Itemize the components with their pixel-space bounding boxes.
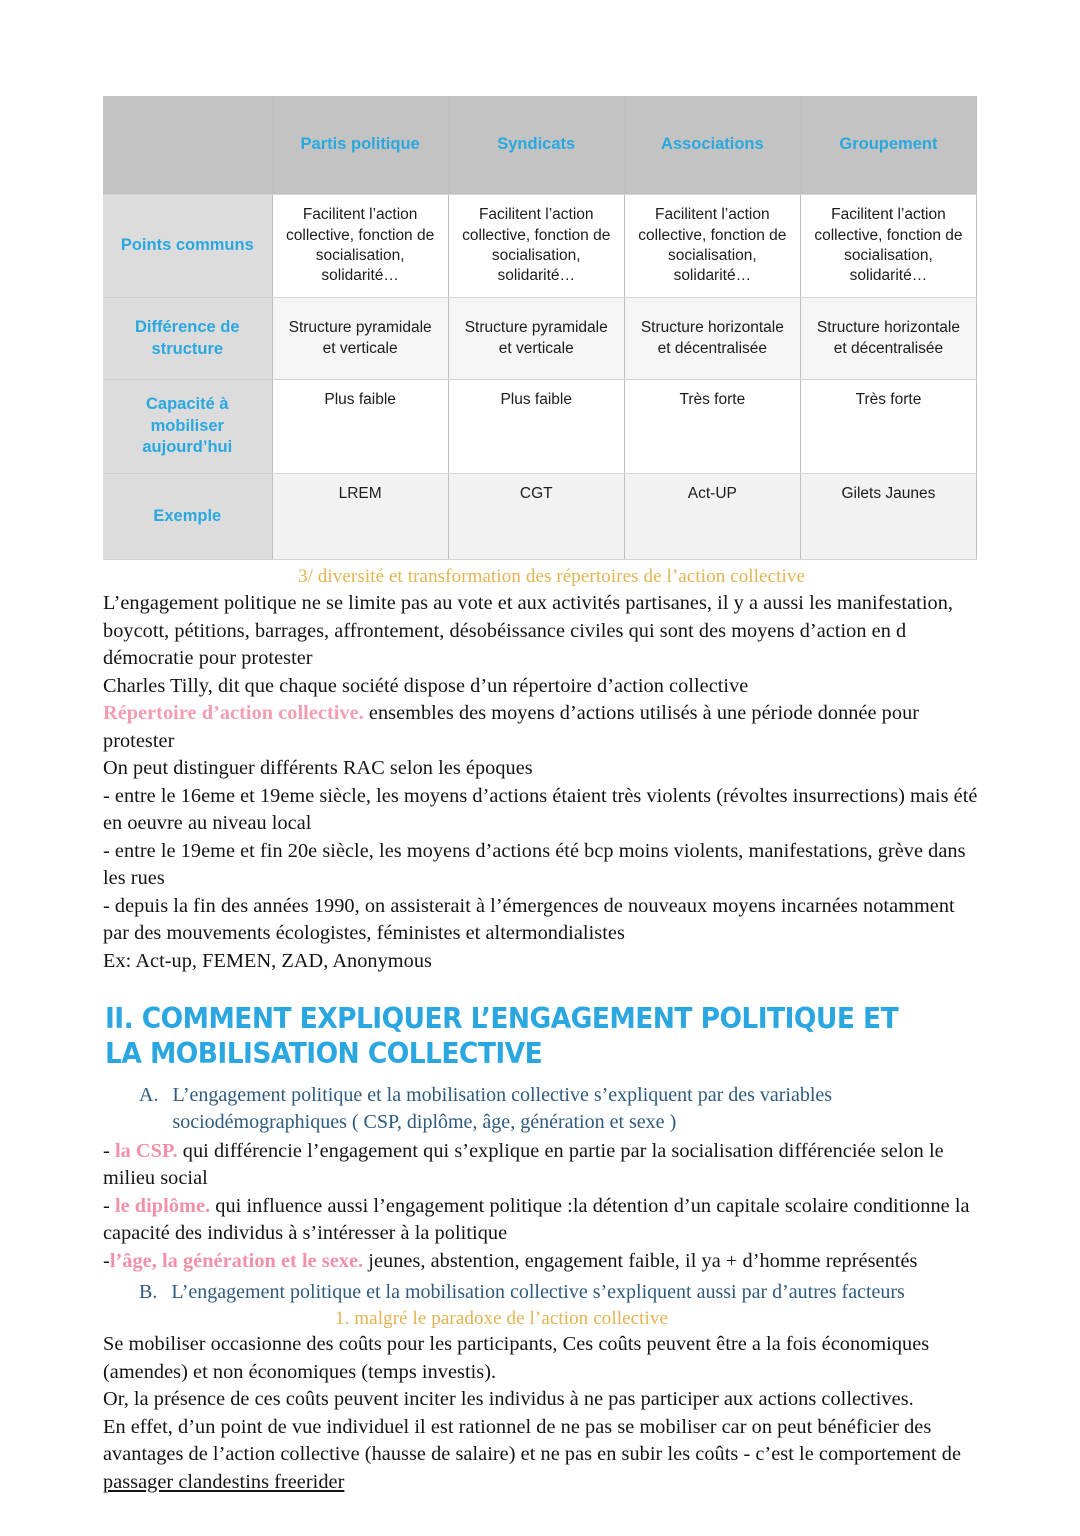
table-cell: Très forte xyxy=(624,380,800,474)
table-cell: CGT xyxy=(448,474,624,560)
definition-repertoire-action-collective xyxy=(103,700,980,755)
table-cell: Très forte xyxy=(800,380,976,474)
definition-term: Répertoire d’action collective. xyxy=(103,702,364,724)
row-label-exemple: Exemple xyxy=(103,474,272,560)
variable-csp-text: qui différencie l’engagement qui s’explique en partie par la socialisation différenciée selon le milieu social xyxy=(103,1139,944,1190)
paragraph-charles-tilly: Charles Tilly, dit que chaque société dispose d’un répertoire d’action collective xyxy=(103,674,749,697)
table-cell: Facilitent l’action collective, fonction de socialisation, solidarité… xyxy=(624,195,800,298)
table-header-row xyxy=(103,96,977,195)
table-cell: Plus faible xyxy=(272,380,448,474)
heading-section-3: 3/ diversité et transformation des répertoires de l’action collective xyxy=(297,566,806,587)
comparison-table xyxy=(103,96,977,560)
row-label-points-communs: Points communs xyxy=(103,195,272,298)
variable-csp-term: la CSP. xyxy=(114,1139,178,1162)
paragraph-couts-mobilisation: Se mobiliser occasionne des coûts pour les participants, Ces coûts peuvent être a la fois économiques (amendes) et non économiques (temps investis). xyxy=(103,1333,930,1383)
variable-age-text: jeunes, abstention, engagement faible, il ya + d’homme représentés xyxy=(363,1249,918,1272)
table-cell: Plus faible xyxy=(448,380,624,474)
variable-age-generation-sexe: -l’âge, la génération et le sexe. jeunes, abstention, engagement faible, il ya + d’homme représentés xyxy=(103,1249,918,1272)
table-row xyxy=(103,474,977,560)
table-body xyxy=(103,195,977,560)
definition-text: ensembles des moyens d’actions utilisés à une période donnée pour protester xyxy=(103,702,920,752)
column-header-associations: Associations xyxy=(624,96,800,195)
subheading-a xyxy=(103,1082,980,1136)
table-row xyxy=(103,380,977,474)
bullet-16eme-19eme: - entre le 16eme et 19eme siècle, les moyens d’actions étaient très violents (révoltes insurrections) mais été en oeuvre au niveau local xyxy=(103,784,978,834)
bullet-depuis-1990: - depuis la fin des années 1990, on assisterait à l’émergences de nouveaux moyens incarnées notamment par des mouvements écologistes, féministes et altermondialistes xyxy=(103,894,955,944)
paragraph-passager-clandestin-text: En effet, d’un point de vue individuel il est rationnel de ne pas se mobiliser car on peut bénéficier des avantages de l’action collective (hausse de salaire) et ne pas en subir les coûts - c’est le comportement de xyxy=(103,1415,961,1466)
paragraph-passager-clandestin xyxy=(103,1414,980,1497)
table-cell: Structure horizontale et décentralisée xyxy=(624,298,800,380)
variable-diplome-term: le diplôme. xyxy=(114,1194,211,1217)
subheading-a-text: L’engagement politique et la mobilisation collective s’expliquent par des variables sociodémographiques ( CSP, diplôme, âge, génération et sexe ) xyxy=(172,1083,833,1133)
column-header-groupement: Groupement xyxy=(800,96,976,195)
table-cell: Act-UP xyxy=(624,474,800,560)
table-cell: Facilitent l’action collective, fonction de socialisation, solidarité… xyxy=(800,195,976,298)
variable-diplome-text: qui influence aussi l’engagement politique :la détention d’un capitale scolaire conditionne la capacité des individus à s’intéresser à la politique xyxy=(103,1194,970,1245)
table-cell: Structure pyramidale et verticale xyxy=(272,298,448,380)
variable-diplome: - le diplôme. qui influence aussi l’engagement politique :la détention d’un capitale scolaire conditionne la capacité des individus à s’intéresser à la politique xyxy=(103,1194,970,1245)
table-cell: Structure horizontale et décentralisée xyxy=(800,298,976,380)
term-passager-clandestin: passager clandestins freerider xyxy=(103,1470,345,1493)
row-label-capacite-a-mobiliser: Capacité à mobiliser aujourd’hui xyxy=(103,380,272,474)
subheading-b xyxy=(103,1279,980,1306)
table-corner-cell xyxy=(103,96,272,195)
table-cell: LREM xyxy=(272,474,448,560)
table-cell: Gilets Jaunes xyxy=(800,474,976,560)
subheading-a-marker: A. xyxy=(139,1083,159,1106)
bullet-19eme-20e: - entre le 19eme et fin 20e siècle, les moyens d’actions été bcp moins violents, manifestations, grève dans les rues xyxy=(103,839,966,889)
table-cell: Facilitent l’action collective, fonction de socialisation, solidarité… xyxy=(272,195,448,298)
row-label-difference-de-structure: Différence de structure xyxy=(103,298,272,380)
subheading-b-marker: B. xyxy=(139,1281,158,1304)
variable-age-term: l’âge, la génération et le sexe. xyxy=(109,1249,364,1272)
table-row xyxy=(103,298,977,380)
paragraph-rac-epoques: On peut distinguer différents RAC selon les époques xyxy=(103,757,533,779)
heading-subsection-b-1: 1. malgré le paradoxe de l’action collective xyxy=(335,1308,669,1330)
variable-csp: - la CSP. qui différencie l’engagement qui s’explique en partie par la socialisation différenciée selon le milieu social xyxy=(103,1139,944,1190)
table-header xyxy=(103,96,977,195)
table-cell: Structure pyramidale et verticale xyxy=(448,298,624,380)
paragraph-presence-couts: Or, la présence de ces coûts peuvent inciter les individus à ne pas participer aux actions collectives. xyxy=(103,1388,914,1411)
heading-section-2: II. COMMENT EXPLIQUER L’ENGAGEMENT POLITIQUE ET LA MOBILISATION COLLECTIVE xyxy=(105,1002,899,1070)
column-header-syndicats: Syndicats xyxy=(448,96,624,195)
column-header-partis-politique: Partis politique xyxy=(272,96,448,195)
table-cell: Facilitent l’action collective, fonction de socialisation, solidarité… xyxy=(448,195,624,298)
table-row xyxy=(103,195,977,298)
paragraph-examples-mouvements: Ex: Act-up, FEMEN, ZAD, Anonymous xyxy=(103,949,432,972)
paragraph-engagement-politique: L’engagement politique ne se limite pas au vote et aux activités partisanes, il y a aussi les manifestation, boycott, pétitions, barrages, affrontement, désobéissance civiles qui sont des moyens d’action en d démocratie pour protester xyxy=(103,592,954,669)
subheading-b-text: L’engagement politique et la mobilisation collective s’expliquent aussi par d’autres facteurs xyxy=(171,1281,905,1304)
